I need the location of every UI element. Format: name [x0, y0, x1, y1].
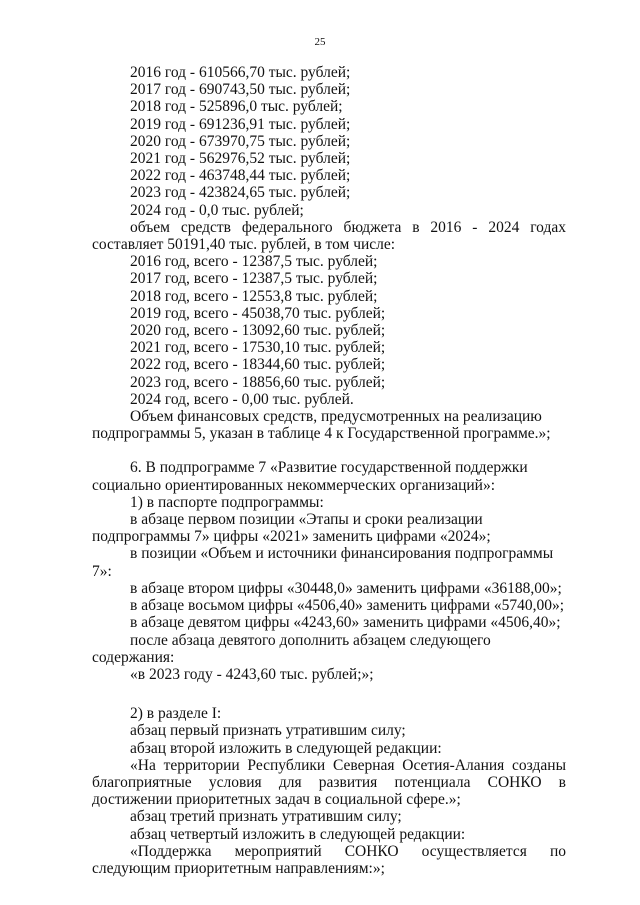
amendment-line: в абзаце девятом цифры «4243,60» заменить цифрами «4506,40»;: [130, 614, 561, 632]
federal-budget-line: 2019 год, всего - 45038,70 тыс. рублей;: [130, 304, 386, 322]
amendment-line: в позиции «Объем и источники финансирования подпрограммы 7»:: [92, 545, 554, 580]
closing-paragraph: Объем финансовых средств, предусмотренных на реализацию подпрограммы 5, указан в таблице 4 к Государственной программе.»;: [92, 408, 551, 443]
budget-line: 2023 год - 423824,65 тыс. рублей;: [130, 184, 351, 202]
amendment-line: после абзаца девятого дополнить абзацем следующего содержания:: [92, 631, 491, 666]
federal-budget-line: 2016 год, всего - 12387,5 тыс. рублей;: [130, 253, 378, 271]
budget-line: 2017 год - 690743,50 тыс. рублей;: [130, 81, 351, 99]
federal-budget-line: 2017 год, всего - 12387,5 тыс. рублей;: [130, 270, 378, 288]
budget-line: 2018 год - 525896,0 тыс. рублей;: [130, 98, 343, 116]
quoted-paragraph: «На территории Республики Северная Осетия-Алания созданы благоприятные условия для развития потенциала СОНКО в достижении приоритетных задач в социальной сфере.»;: [92, 756, 566, 809]
amendment-line: абзац третий признать утратившим силу;: [130, 808, 402, 826]
page-number: 25: [314, 36, 326, 48]
amendment-line: в абзаце восьмом цифры «4506,40» заменить цифрами «5740,00»;: [130, 597, 565, 615]
federal-budget-line: 2018 год, всего - 12553,8 тыс. рублей;: [130, 287, 378, 305]
quoted-paragraph: «Поддержка мероприятий СОНКО осуществляется по следующим приоритетным направлениям:»;: [92, 842, 566, 877]
federal-budget-line: 2021 год, всего - 17530,10 тыс. рублей;: [130, 339, 386, 357]
federal-budget-line: 2020 год, всего - 13092,60 тыс. рублей;: [130, 322, 386, 340]
amendment-line: абзац второй изложить в следующей редакции:: [130, 739, 442, 757]
budget-line: 2019 год - 691236,91 тыс. рублей;: [130, 115, 351, 133]
budget-line: 2022 год - 463748,44 тыс. рублей;: [130, 167, 351, 185]
regional-budget-by-year: [92, 64, 566, 219]
amendment-line: абзац четвертый изложить в следующей редакции:: [130, 825, 466, 843]
passport-item: 1) в паспорте подпрограммы:: [130, 493, 324, 511]
budget-line: 2024 год - 0,0 тыс. рублей;: [130, 201, 304, 219]
amendment-line: абзац первый признать утратившим силу;: [130, 722, 406, 740]
amendment-line: в абзаце первом позиции «Этапы и сроки реализации подпрограммы 7» цифры «2021» заменить цифрами «2024»;: [92, 511, 491, 546]
section-6-heading: 6. В подпрограмме 7 «Развитие государственной поддержки социально ориентированных некоммерческих организаций»:: [92, 459, 528, 494]
federal-budget-intro: объем средств федерального бюджета в 2016 - 2024 годах составляет 50191,40 тыс. рублей, в том числе:: [92, 218, 566, 254]
amendment-line: «в 2023 году - 4243,60 тыс. рублей;»;: [130, 665, 374, 683]
federal-budget-line: 2023 год, всего - 18856,60 тыс. рублей;: [130, 373, 386, 391]
amendment-line: в абзаце втором цифры «30448,0» заменить цифрами «36188,00»;: [130, 579, 562, 597]
section-i-heading: 2) в разделе I:: [130, 705, 222, 723]
budget-line: 2020 год - 673970,75 тыс. рублей;: [130, 132, 351, 150]
federal-budget-by-year: [92, 253, 566, 408]
federal-budget-line: 2024 год, всего - 0,00 тыс. рублей.: [130, 390, 354, 408]
budget-line: 2021 год - 562976,52 тыс. рублей;: [130, 150, 351, 168]
document-body: [92, 64, 566, 877]
federal-budget-line: 2022 год, всего - 18344,60 тыс. рублей;: [130, 356, 386, 374]
budget-line: 2016 год - 610566,70 тыс. рублей;: [130, 64, 351, 81]
